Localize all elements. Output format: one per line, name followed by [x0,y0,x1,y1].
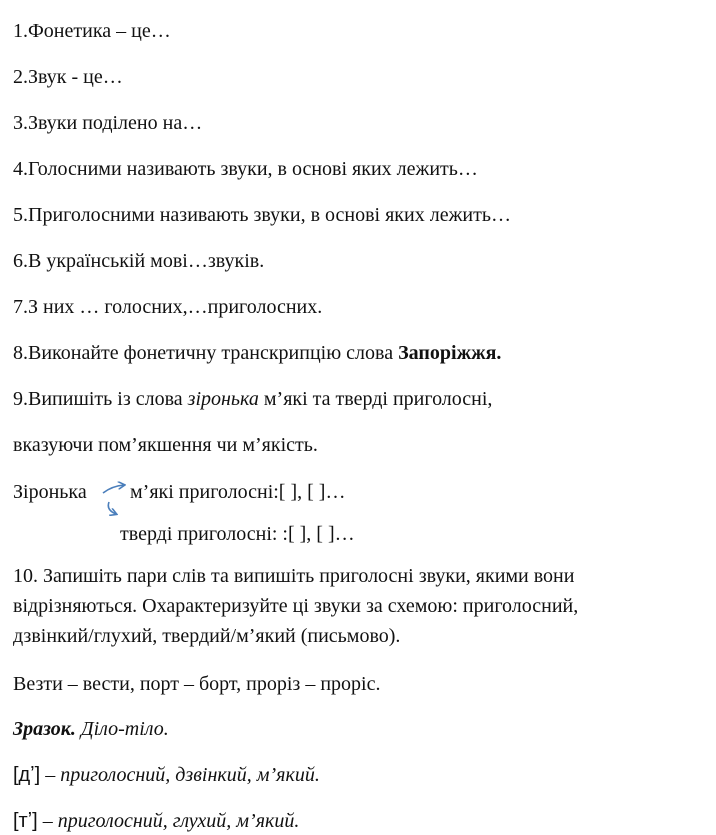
question-9 [13,387,492,411]
question-9-text: 9.Випишіть із слова [13,388,188,410]
question-5: 5.Приголосними називають звуки, в основі яких лежить… [13,204,511,226]
task-10-line-2: відрізняються. Охарактеризуйте ці звуки за схемою: приголосний, [13,595,579,617]
diagram-hard-consonants: тверді приголосні: :[ ], [ ]… [120,523,355,545]
question-6: 6.В українській мові…звуків. [13,250,265,272]
diagram-soft-consonants: м’які приголосні:[ ], [ ]… [130,481,346,503]
question-9-text-end: м’які та тверді приголосні, [258,388,493,410]
example-1-sound: [дʼ] [13,764,41,786]
diagram-word: Зіронька [13,481,87,503]
question-9-line-2: вказуючи пом’якшення чи м’якість. [13,434,318,456]
question-1: 1.Фонетика – це… [13,20,171,42]
question-9-word: зіронька [187,388,259,410]
question-8-word: Запоріжжя. [398,342,502,364]
example-1 [13,763,320,787]
question-8-text: 8.Виконайте фонетичну транскрипцію слова [13,342,399,364]
example-2-sound: [тʼ] [13,810,38,832]
example-2-description: – приголосний, глухий, м’який. [37,810,300,832]
task-10-line-3: дзвінкий/глухий, твердий/м’який (письмово). [13,625,401,647]
example-1-description: – приголосний, дзвінкий, м’який. [40,764,320,786]
question-3: 3.Звуки поділено на… [13,112,203,134]
arrow-to-soft [103,485,124,493]
arrow-to-hard [108,502,116,514]
question-7: 7.З них … голосних,…приголосних. [13,296,323,318]
example-2 [13,809,299,833]
sample-heading [13,717,169,741]
sample-label: Зразок. [13,718,76,740]
question-2: 2.Звук - це… [13,66,123,88]
question-4: 4.Голосними називають звуки, в основі яких лежить… [13,158,478,180]
sample-text: Діло-тіло. [75,718,169,740]
question-8 [13,341,501,365]
task-10-line-1: 10. Запишіть пари слів та випишіть приголосні звуки, якими вони [13,565,575,587]
word-pairs: Везти – вести, порт – борт, проріз – проріс. [13,673,381,695]
